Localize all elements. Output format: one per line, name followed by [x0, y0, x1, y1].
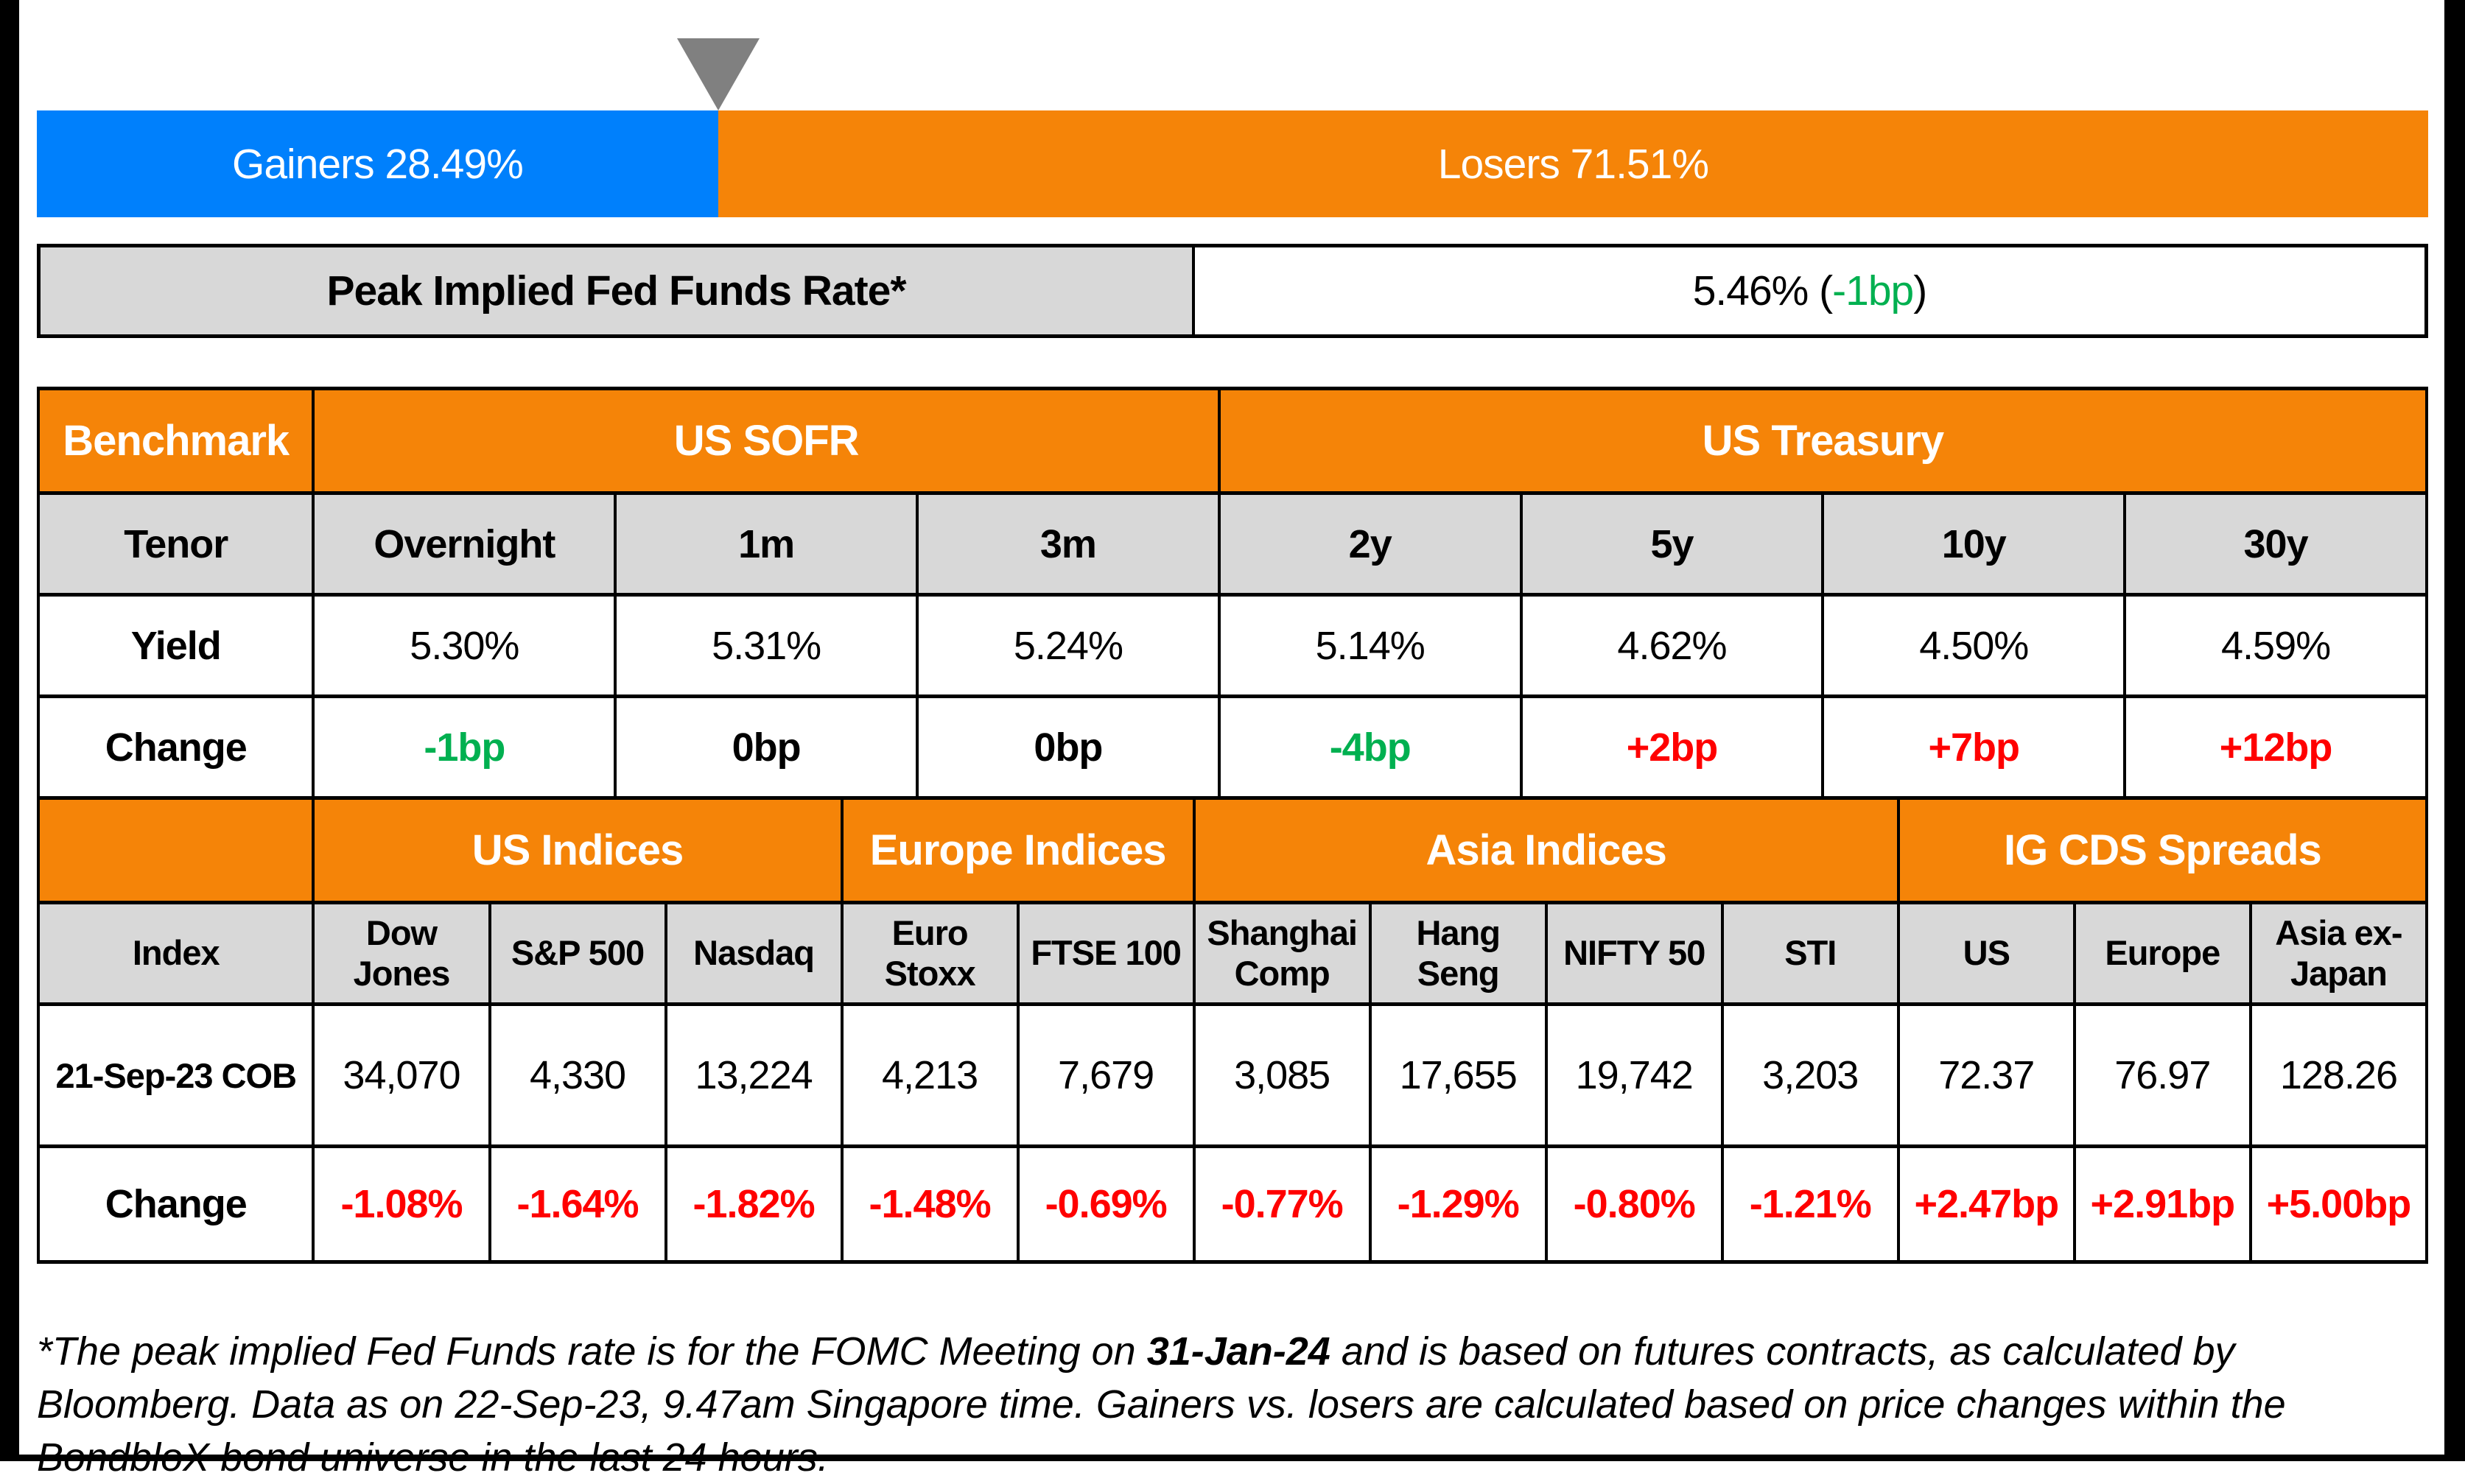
fed-funds-row	[37, 244, 2428, 338]
indices-change-cell-dow-jones: -1.08%	[313, 1147, 489, 1262]
cob-row	[38, 1005, 2427, 1147]
losers-segment	[718, 110, 2428, 217]
asia-indices-group-header: Asia Indices	[1194, 798, 1898, 903]
indices-change-row	[38, 1147, 2427, 1262]
losers-label: Losers 71.51%	[1437, 140, 1709, 188]
indices-change-cell-ftse100: -0.69%	[1018, 1147, 1194, 1262]
tenor-cell-10y: 10y	[1823, 493, 2125, 595]
cob-cell-cds-asia-ex-japan: 128.26	[2251, 1005, 2427, 1147]
index-cell-euro-stoxx: Euro Stoxx	[842, 903, 1018, 1005]
europe-indices-group-header: Europe Indices	[842, 798, 1194, 903]
benchmark-change-row	[38, 697, 2427, 798]
indices-change-cell-sti: -1.21%	[1722, 1147, 1898, 1262]
benchmark-group-header-row	[38, 389, 2427, 493]
cob-cell-shanghai-comp: 3,085	[1194, 1005, 1370, 1147]
screen-edge-right	[2444, 0, 2465, 1461]
cob-cell-ftse100: 7,679	[1018, 1005, 1194, 1147]
indices-change-row-label: Change	[38, 1147, 313, 1262]
yield-cell-5y: 4.62%	[1521, 595, 1823, 697]
index-cell-cds-europe: Europe	[2075, 903, 2251, 1005]
benchmark-change-row-label: Change	[38, 697, 313, 798]
index-row-label: Index	[38, 903, 313, 1005]
us-treasury-group-header: US Treasury	[1219, 389, 2427, 493]
indices-change-cell-cds-asia-ex-japan: +5.00bp	[2251, 1147, 2427, 1262]
gainers-losers-split-marker-triangle-icon	[677, 38, 760, 110]
change-cell-2y: -4bp	[1219, 697, 1521, 798]
yield-cell-30y: 4.59%	[2125, 595, 2427, 697]
indices-change-cell-hang-seng: -1.29%	[1370, 1147, 1546, 1262]
us-sofr-group-header: US SOFR	[313, 389, 1219, 493]
index-cell-nasdaq: Nasdaq	[666, 903, 842, 1005]
tenor-cell-2y: 2y	[1219, 493, 1521, 595]
tenor-cell-30y: 30y	[2125, 493, 2427, 595]
yield-cell-3m: 5.24%	[917, 595, 1219, 697]
yield-cell-10y: 4.50%	[1823, 595, 2125, 697]
tenor-row-label: Tenor	[38, 493, 313, 595]
footnote-text-2: and is based on futures contracts, as calculated by Bloomberg. Data as on 22-Sep-23, 9.47am Singapore time. Gainers vs. losers are calculated based on price changes within the BondbloX bond universe in the last 24 hours.	[37, 1329, 2286, 1480]
tenor-cell-1m: 1m	[615, 493, 917, 595]
indices-table	[37, 796, 2428, 1264]
benchmark-corner-header: Benchmark	[38, 389, 313, 493]
index-cell-sp500: S&P 500	[490, 903, 666, 1005]
cob-cell-euro-stoxx: 4,213	[842, 1005, 1018, 1147]
screen-edge-left	[0, 0, 19, 1461]
index-cell-shanghai-comp: Shanghai Comp	[1194, 903, 1370, 1005]
fed-funds-change: -1bp	[1832, 267, 1914, 314]
fed-funds-close-paren: )	[1913, 267, 1927, 314]
marker-area	[37, 0, 2428, 110]
gainers-segment	[37, 110, 718, 217]
indices-change-cell-euro-stoxx: -1.48%	[842, 1147, 1018, 1262]
index-cell-cds-asia-ex-japan: Asia ex-Japan	[2251, 903, 2427, 1005]
fed-funds-value	[1195, 247, 2424, 334]
tenor-cell-5y: 5y	[1521, 493, 1823, 595]
yield-row	[38, 595, 2427, 697]
footnote-bold-date: 31-Jan-24	[1146, 1329, 1330, 1374]
index-cell-nifty50: NIFTY 50	[1546, 903, 1722, 1005]
index-cell-sti: STI	[1722, 903, 1898, 1005]
change-cell-30y: +12bp	[2125, 697, 2427, 798]
cob-cell-hang-seng: 17,655	[1370, 1005, 1546, 1147]
indices-corner-cell	[38, 798, 313, 903]
yield-cell-2y: 5.14%	[1219, 595, 1521, 697]
us-indices-group-header: US Indices	[313, 798, 841, 903]
footnote-text-1: *The peak implied Fed Funds rate is for the FOMC Meeting on	[37, 1329, 1147, 1374]
fed-funds-rate-text: 5.46% (	[1692, 267, 1833, 314]
cob-cell-cds-us: 72.37	[1898, 1005, 2075, 1147]
index-cell-dow-jones: Dow Jones	[313, 903, 489, 1005]
change-cell-5y: +2bp	[1521, 697, 1823, 798]
yield-cell-overnight: 5.30%	[313, 595, 615, 697]
cob-cell-sp500: 4,330	[490, 1005, 666, 1147]
index-cell-ftse100: FTSE 100	[1018, 903, 1194, 1005]
gainers-label: Gainers 28.49%	[232, 140, 523, 188]
indices-change-cell-nifty50: -0.80%	[1546, 1147, 1722, 1262]
tenor-row	[38, 493, 2427, 595]
fed-funds-label: Peak Implied Fed Funds Rate*	[41, 247, 1195, 334]
benchmark-table	[37, 387, 2428, 800]
indices-change-cell-cds-us: +2.47bp	[1898, 1147, 2075, 1262]
report-content	[37, 0, 2428, 1484]
change-cell-1m: 0bp	[615, 697, 917, 798]
change-cell-overnight: -1bp	[313, 697, 615, 798]
tenor-cell-overnight: Overnight	[313, 493, 615, 595]
cob-cell-sti: 3,203	[1722, 1005, 1898, 1147]
indices-change-cell-nasdaq: -1.82%	[666, 1147, 842, 1262]
cob-row-label: 21-Sep-23 COB	[38, 1005, 313, 1147]
yield-cell-1m: 5.31%	[615, 595, 917, 697]
cob-cell-nifty50: 19,742	[1546, 1005, 1722, 1147]
cob-cell-nasdaq: 13,224	[666, 1005, 842, 1147]
index-cell-hang-seng: Hang Seng	[1370, 903, 1546, 1005]
change-cell-10y: +7bp	[1823, 697, 2125, 798]
cob-cell-dow-jones: 34,070	[313, 1005, 489, 1147]
tenor-cell-3m: 3m	[917, 493, 1219, 595]
yield-row-label: Yield	[38, 595, 313, 697]
index-name-row	[38, 903, 2427, 1005]
indices-change-cell-cds-europe: +2.91bp	[2075, 1147, 2251, 1262]
change-cell-3m: 0bp	[917, 697, 1219, 798]
indices-change-cell-sp500: -1.64%	[490, 1147, 666, 1262]
index-cell-cds-us: US	[1898, 903, 2075, 1005]
footnote	[37, 1326, 2428, 1484]
indices-group-header-row	[38, 798, 2427, 903]
cob-cell-cds-europe: 76.97	[2075, 1005, 2251, 1147]
gainers-losers-bar	[37, 110, 2428, 217]
indices-change-cell-shanghai-comp: -0.77%	[1194, 1147, 1370, 1262]
ig-cds-spreads-group-header: IG CDS Spreads	[1898, 798, 2427, 903]
